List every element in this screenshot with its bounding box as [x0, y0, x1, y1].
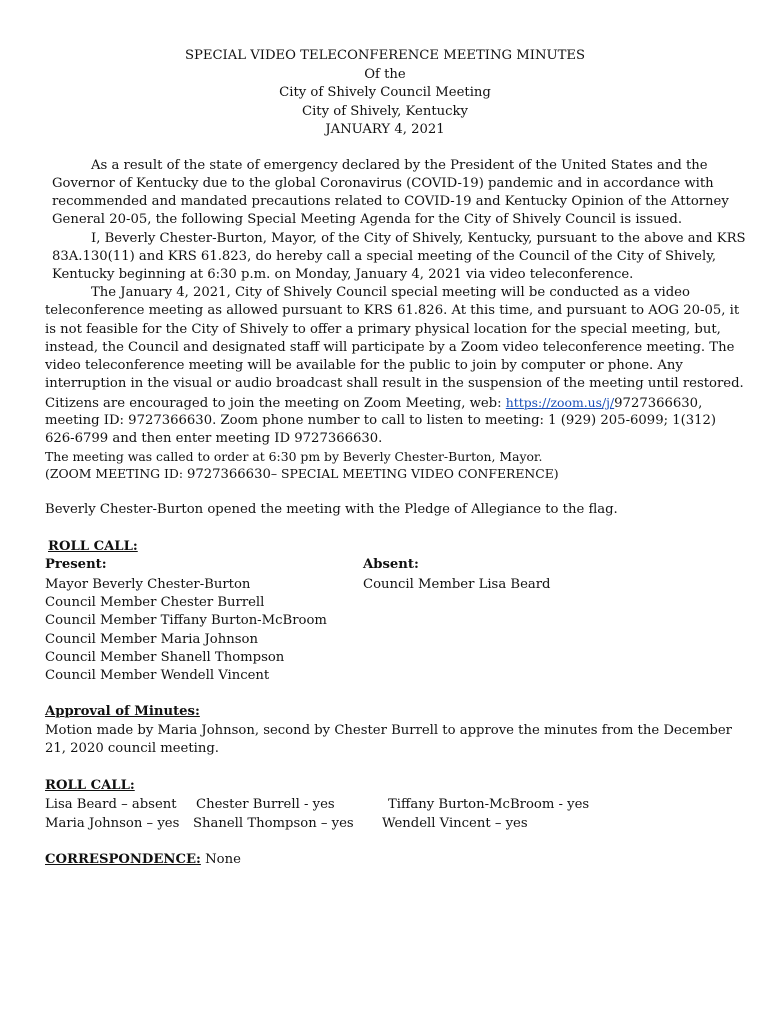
zoom-id-number: 9727366630 — [186, 467, 271, 482]
intro-p3-line: teleconference meeting as allowed pursuant to KRS 61.826. At this time, and pursuant to AOG 20-05, it — [45, 303, 740, 318]
roll-call-heading: ROLL CALL: — [48, 539, 138, 554]
vote-entry: Shanell Thompson – yes — [193, 816, 354, 831]
present-member: Council Member Chester Burrell — [45, 595, 265, 610]
present-member: Mayor Beverly Chester-Burton — [45, 577, 251, 592]
approval-line: 21, 2020 council meeting. — [45, 741, 220, 756]
intro-p2-line: 83A.130(11) and KRS 61.823, do hereby call a special meeting of the Council of the City of Shively, — [52, 249, 717, 264]
intro-p3-line: The January 4, 2021, City of Shively Council special meeting will be conducted as a video — [91, 285, 690, 300]
zoom-join-id: 9727366630, — [614, 396, 703, 411]
zoom-meeting-link[interactable]: https://zoom.us/j/ — [505, 395, 615, 410]
doc-subtitle-of: Of the — [364, 67, 406, 82]
zoom-join-text: Citizens are encouraged to join the meeting on Zoom Meeting, web: — [45, 396, 506, 411]
zoom-id-prefix: (ZOOM MEETING ID: — [45, 466, 187, 481]
vote-entry: Tiffany Burton-McBroom - yes — [388, 797, 590, 812]
roll-call-heading: ROLL CALL: — [45, 778, 135, 793]
approval-line: Motion made by Maria Johnson, second by Chester Burrell to approve the minutes from the December — [45, 723, 732, 738]
intro-p1-line: General 20-05, the following Special Meeting Agenda for the City of Shively Council is issued. — [52, 212, 683, 227]
vote-entry: Wendell Vincent – yes — [382, 816, 528, 831]
correspondence-line — [45, 851, 241, 869]
present-member: Council Member Maria Johnson — [45, 632, 258, 647]
doc-title: SPECIAL VIDEO TELECONFERENCE MEETING MINUTES — [184, 48, 586, 63]
zoom-join-line — [45, 394, 702, 413]
intro-p1-line: As a result of the state of emergency declared by the President of the United States and the — [91, 158, 708, 173]
present-member: Council Member Shanell Thompson — [45, 650, 285, 665]
zoom-meeting-id-line — [45, 465, 559, 484]
zoom-id-suffix: – SPECIAL MEETING VIDEO CONFERENCE) — [270, 466, 559, 481]
absent-label: Absent: — [363, 557, 419, 572]
intro-p3-line: video teleconference meeting will be available for the public to join by computer or phone. Any — [45, 358, 683, 373]
correspondence-value: None — [200, 852, 241, 867]
called-to-order: The meeting was called to order at 6:30 pm by Beverly Chester-Burton, Mayor. — [45, 449, 543, 464]
doc-date: JANUARY 4, 2021 — [325, 122, 445, 137]
present-member: Council Member Tiffany Burton-McBroom — [45, 613, 327, 628]
intro-p2-line: I, Beverly Chester-Burton, Mayor, of the City of Shively, Kentucky, pursuant to the above and KRS — [91, 231, 746, 246]
vote-entry: Chester Burrell - yes — [196, 797, 335, 812]
intro-p3-line: 626-6799 and then enter meeting ID 9727366630. — [45, 431, 383, 446]
absent-member: Council Member Lisa Beard — [363, 577, 551, 592]
present-label: Present: — [45, 557, 107, 572]
intro-p3-line: interruption in the visual or audio broadcast shall result in the suspension of the meeting until restored. — [45, 376, 744, 391]
vote-entry: Maria Johnson – yes — [45, 816, 180, 831]
correspondence-heading: CORRESPONDENCE: — [45, 852, 201, 867]
doc-subtitle-city: City of Shively, Kentucky — [302, 104, 468, 119]
intro-p3-line: meeting ID: 9727366630. Zoom phone number to call to listen to meeting: 1 (929) 205-6099; 1(312) — [45, 413, 717, 428]
intro-p1-line: recommended and mandated precautions related to COVID-19 and Kentucky Opinion of the Attorney — [52, 194, 729, 209]
intro-p3-line: is not feasible for the City of Shively to offer a primary physical location for the special meeting, but, — [45, 322, 721, 337]
intro-p2-line: Kentucky beginning at 6:30 p.m. on Monday, January 4, 2021 via video teleconference. — [52, 267, 634, 282]
vote-entry: Lisa Beard – absent — [45, 797, 177, 812]
intro-p3-line: instead, the Council and designated staff will participate by a Zoom video teleconference meeting. The — [45, 340, 735, 355]
present-member: Council Member Wendell Vincent — [45, 668, 270, 683]
approval-heading: Approval of Minutes: — [45, 704, 200, 719]
intro-p1-line: Governor of Kentucky due to the global Coronavirus (COVID-19) pandemic and in accordance with — [52, 176, 714, 191]
doc-subtitle-council: City of Shively Council Meeting — [279, 85, 491, 100]
pledge-text: Beverly Chester-Burton opened the meeting with the Pledge of Allegiance to the flag. — [45, 502, 618, 517]
